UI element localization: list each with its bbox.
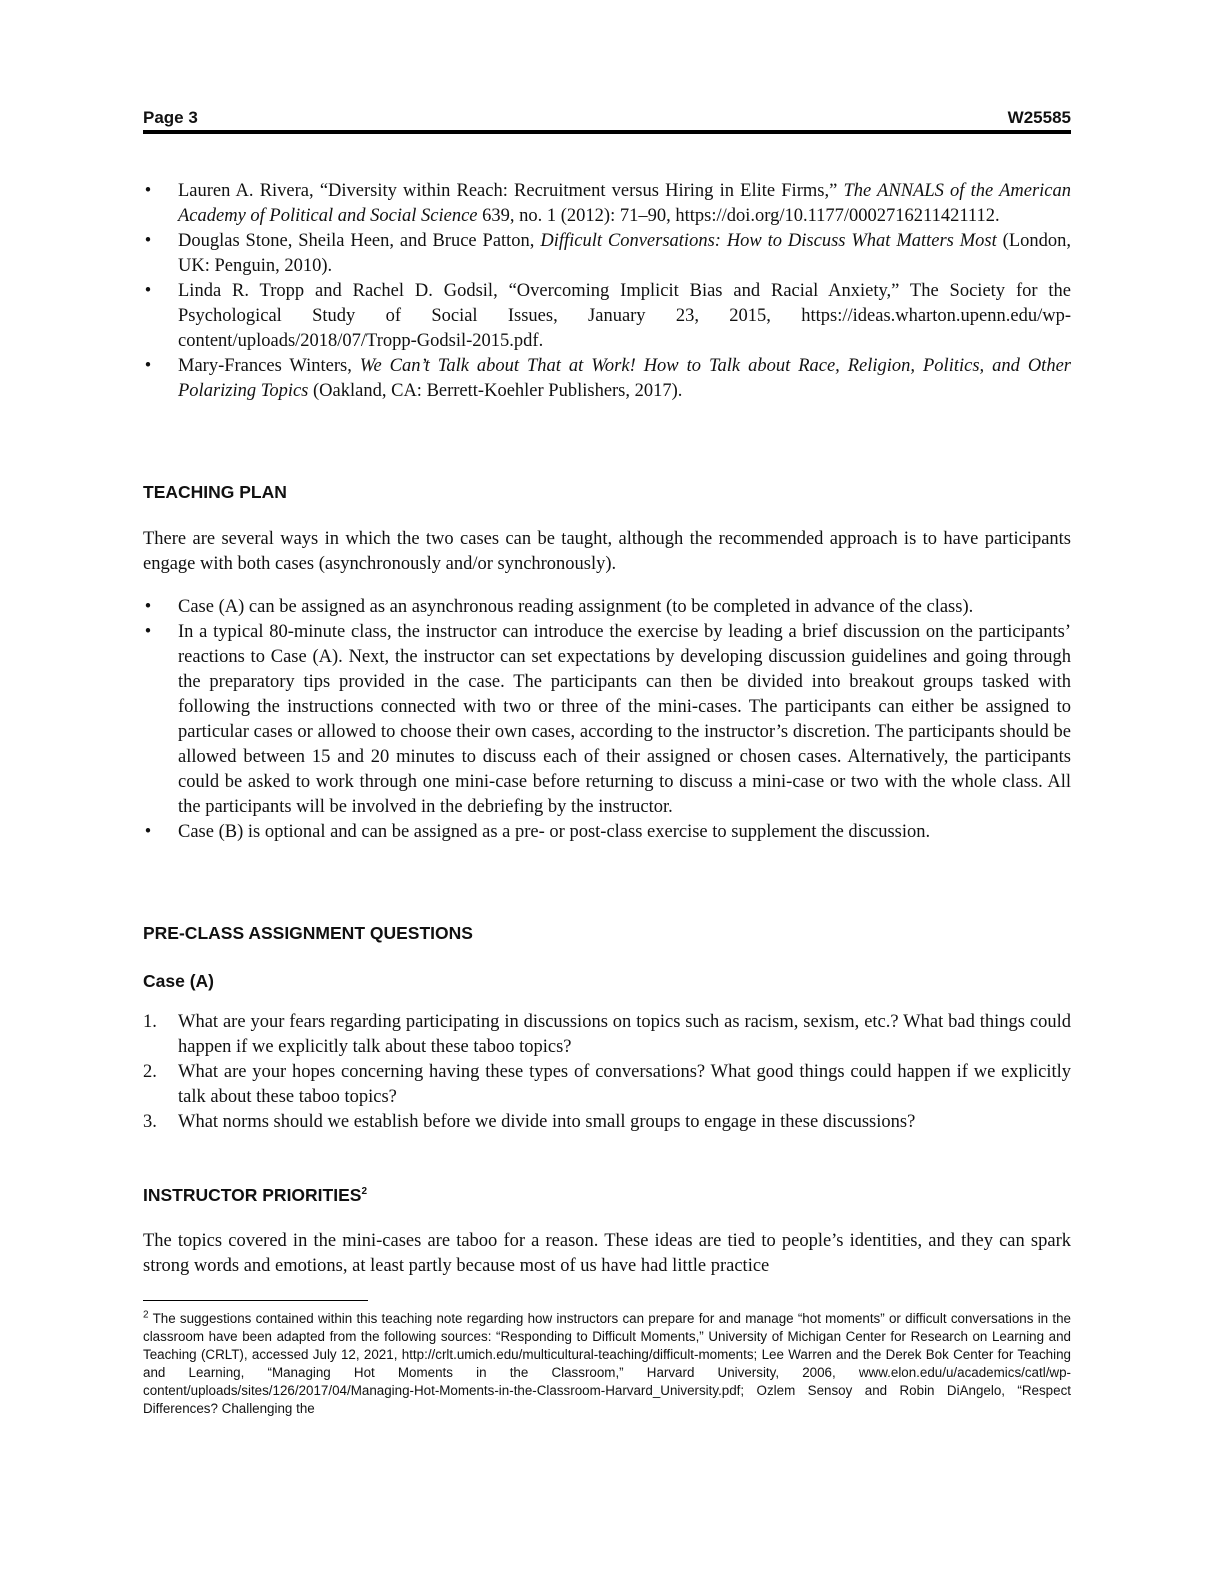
reference-item: • Linda R. Tropp and Rachel D. Godsil, “Overcoming Implicit Bias and Racial Anxiety,” The Society for the Psychological Study of Social Issues, January 23, 2015, https://ideas.wharton.upenn.edu/wp-content/uploads/2018/07/Tropp-Godsil-2015.pdf.	[144, 281, 1071, 351]
teaching-plan-intro: There are several ways in which the two cases can be taught, although the recommended approach is to have participants engage with both cases (asynchronously and/or synchronously).	[143, 529, 1071, 574]
teaching-plan-item: • In a typical 80-minute class, the instructor can introduce the exercise by leading a brief discussion on the participants’ reactions to Case (A). Next, the instructor can set expectations by developing discussion guidelines and going through the preparatory tips provided in the case. The participants can then be divided into breakout groups tasked with following the instructions connected with two or three of the mini-cases. The participants can either be assigned to particular cases or allowed to choose their own cases, according to the instructor’s discretion. The participants should be allowed between 15 and 20 minutes to discuss each of their assigned or chosen cases. Alternatively, the participants could be asked to work through one mini-case before returning to discuss a mini-case or two with the whole class. All the participants will be involved in the debriefing by the instructor.	[144, 622, 1071, 817]
question-item: 3. What norms should we establish before we divide into small groups to engage in these discussions?	[143, 1112, 916, 1132]
reference-item: • Lauren A. Rivera, “Diversity within Reach: Recruitment versus Hiring in Elite Firms,” The ANNALS of the American Academy of Political and Social Science 639, no. 1 (2012): 71–90, https://doi.org/10.1177/0002716211421112.	[144, 181, 1071, 226]
question-list	[143, 1010, 1071, 1135]
section-heading-teaching-plan: TEACHING PLAN	[143, 482, 287, 502]
subheading-case-a: Case (A)	[143, 971, 214, 991]
teaching-plan-list	[143, 595, 1071, 845]
reference-list	[143, 179, 1071, 404]
reference-item: • Mary-Frances Winters, We Can’t Talk about That at Work! How to Talk about Race, Religion, Politics, and Other Polarizing Topics (Oakland, CA: Berrett-Koehler Publishers, 2017).	[144, 356, 1071, 401]
question-item: 1. What are your fears regarding participating in discussions on topics such as racism, sexism, etc.? What bad things could happen if we explicitly talk about these taboo topics?	[143, 1012, 1071, 1057]
section-heading-instructor-priorities: INSTRUCTOR PRIORITIES$^2$	[143, 1185, 368, 1205]
footnote-ref: 2	[361, 1186, 368, 1198]
priorities-paragraph: The topics covered in the mini-cases are taboo for a reason. These ideas are tied to people’s identities, and they can spark strong words and emotions, at least partly because most of us have had little practice	[143, 1231, 1071, 1276]
page-header	[143, 108, 1071, 130]
document-id: W25585	[1007, 108, 1071, 127]
reference-item: • Douglas Stone, Sheila Heen, and Bruce Patton, Difficult Conversations: How to Discuss What Matters Most (London, UK: Penguin, 2010).	[144, 231, 1071, 276]
teaching-plan-item: • Case (B) is optional and can be assigned as a pre- or post-class exercise to supplement the discussion.	[144, 822, 931, 842]
question-item: 2. What are your hopes concerning having these types of conversations? What good things could happen if we explicitly talk about these taboo topics?	[143, 1062, 1071, 1107]
footnote-rule	[143, 1300, 368, 1301]
footnote: $^2$ The suggestions contained within this teaching note regarding how instructors can prepare for and manage “hot moments” or difficult conversations in the classroom have been adapted from the following sources: “Responding to Difficult Moments,” University of Michigan Center for Research on Learning and Teaching (CRLT), accessed July 12, 2021, http://crlt.umich.edu/multicultural-teaching/difficult-moments; Lee Warren and the Derek Bok Center for Teaching and Learning, “Managing Hot Moments in the Classroom,” Harvard University, 2006, www.elon.edu/u/academics/catl/wp-content/uploads/sites/126/2017/04/Managing-Hot-Moments-in-the-Classroom-Harvard_University.pdf; Ozlem Sensoy and Robin DiAngelo, “Respect Differences? Challenging the	[143, 1309, 1071, 1416]
teaching-plan-item: • Case (A) can be assigned as an asynchronous reading assignment (to be completed in advance of the class).	[144, 597, 974, 617]
header-rule	[143, 130, 1071, 134]
page-number: Page 3	[143, 108, 198, 127]
footnote-mark: 2	[143, 1309, 149, 1321]
section-heading-pre-class: PRE-CLASS ASSIGNMENT QUESTIONS	[143, 923, 473, 943]
